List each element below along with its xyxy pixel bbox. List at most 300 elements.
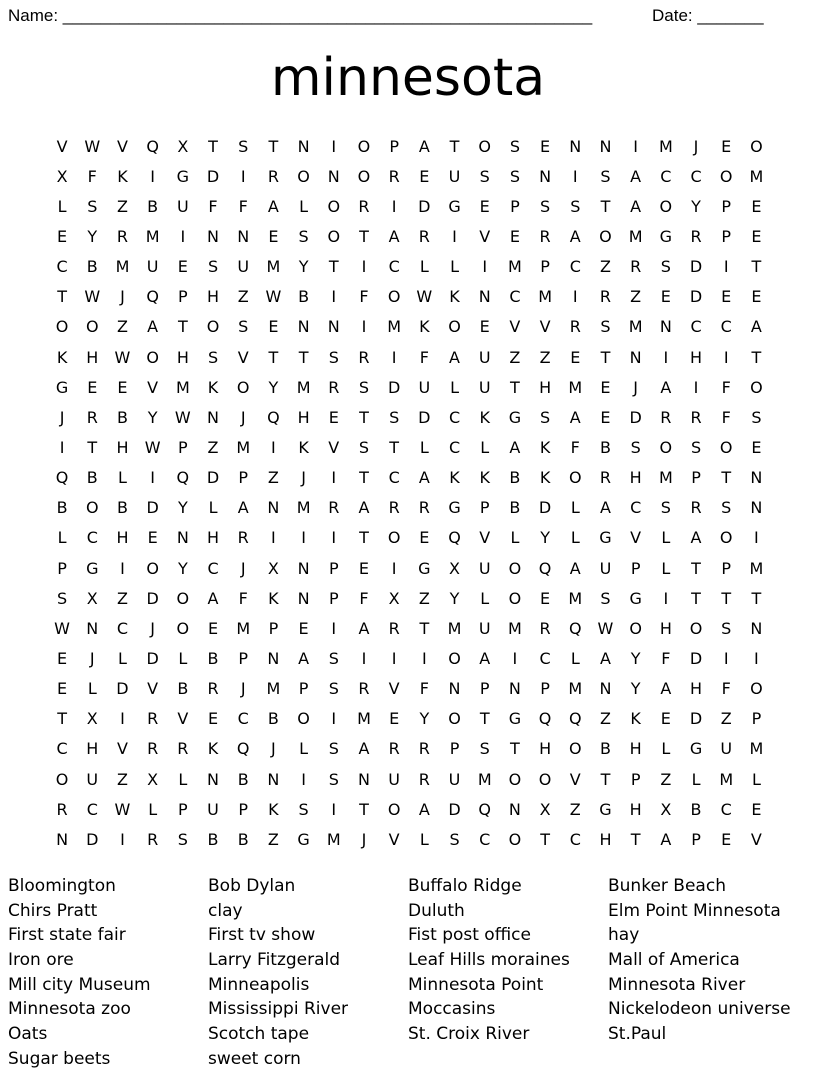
grid-letter: S xyxy=(87,196,98,216)
grid-letter: M xyxy=(477,769,492,789)
grid-letter: K xyxy=(479,407,490,427)
grid-letter: S xyxy=(207,347,219,367)
grid-letter: E xyxy=(177,257,188,277)
grid-letter: V xyxy=(56,136,68,156)
grid-letter: V xyxy=(147,679,159,699)
grid-letter: C xyxy=(690,317,702,337)
grid-letter: I xyxy=(180,226,186,246)
grid-letter: N xyxy=(267,498,280,518)
grid-letter: N xyxy=(750,468,763,488)
grid-letter: S xyxy=(509,166,520,186)
grid-letter: O xyxy=(55,317,69,337)
grid-letter: B xyxy=(690,799,702,819)
grid-letter: L xyxy=(480,437,490,457)
grid-letter: P xyxy=(238,468,249,488)
grid-letter: S xyxy=(298,226,309,246)
word-list-item: Nickelodeon universe xyxy=(608,999,791,1020)
grid-letter: W xyxy=(416,287,433,307)
grid-letter: S xyxy=(540,196,551,216)
grid-letter: P xyxy=(691,468,701,488)
grid-letter: Z xyxy=(539,347,551,367)
grid-letter: T xyxy=(359,407,369,427)
grid-letter: O xyxy=(357,166,371,186)
grid-letter: D xyxy=(448,799,461,819)
grid-letter: N xyxy=(508,679,521,699)
grid-letter: H xyxy=(539,377,552,397)
grid-letter: Z xyxy=(418,588,430,608)
grid-letter: Q xyxy=(568,709,582,729)
grid-letter: Y xyxy=(691,196,701,216)
grid-letter: N xyxy=(599,679,612,699)
word-list-item: First state fair xyxy=(8,925,126,946)
grid-letter: R xyxy=(267,166,279,186)
grid-letter: K xyxy=(268,799,279,819)
grid-letter: J xyxy=(240,679,246,699)
grid-letter: J xyxy=(301,468,306,488)
grid-letter: O xyxy=(236,377,250,397)
grid-letter: V xyxy=(237,347,249,367)
grid-letter: L xyxy=(570,648,580,668)
grid-letter: S xyxy=(721,618,732,638)
grid-letter: S xyxy=(600,317,611,337)
grid-letter: C xyxy=(539,648,551,668)
grid-letter: G xyxy=(297,829,310,849)
grid-letter: H xyxy=(659,618,672,638)
grid-letter: B xyxy=(86,257,98,277)
grid-letter: T xyxy=(721,588,732,608)
grid-letter: T xyxy=(600,196,611,216)
grid-letter: Y xyxy=(630,679,641,699)
grid-letter: I xyxy=(723,347,729,367)
grid-letter: Q xyxy=(448,528,461,548)
grid-letter: R xyxy=(147,709,159,729)
grid-letter: Q xyxy=(538,709,552,729)
grid-letter: O xyxy=(689,618,703,638)
grid-letter: S xyxy=(57,588,68,608)
grid-letter: D xyxy=(418,196,431,216)
grid-letter: W xyxy=(114,347,131,367)
grid-letter: S xyxy=(690,437,702,457)
grid-letter: A xyxy=(750,317,762,337)
grid-letter: A xyxy=(267,196,279,216)
grid-letter: R xyxy=(418,226,430,246)
grid-letter: E xyxy=(389,709,400,729)
grid-letter: Y xyxy=(177,558,188,578)
grid-letter: E xyxy=(268,226,279,246)
grid-letter: I xyxy=(361,317,367,337)
grid-letter: C xyxy=(569,829,581,849)
grid-letter: W xyxy=(144,437,161,457)
grid-letter: M xyxy=(508,257,522,277)
grid-letter: C xyxy=(720,317,732,337)
grid-letter: P xyxy=(691,829,701,849)
grid-letter: E xyxy=(87,377,98,397)
grid-letter: K xyxy=(539,437,551,457)
grid-letter: P xyxy=(389,136,399,156)
grid-letter: F xyxy=(721,377,731,397)
grid-letter: S xyxy=(600,166,611,186)
grid-letter: S xyxy=(328,769,339,789)
grid-letter: B xyxy=(237,769,249,789)
word-list-item: Duluth xyxy=(408,900,465,921)
grid-letter: I xyxy=(120,709,125,729)
grid-letter: N xyxy=(659,317,672,337)
grid-letter: K xyxy=(298,437,309,457)
grid-letter: C xyxy=(509,287,521,307)
grid-letter: O xyxy=(448,709,461,729)
grid-letter: Z xyxy=(720,709,732,729)
grid-letter: S xyxy=(328,648,339,668)
grid-letter: E xyxy=(268,317,279,337)
grid-letter: I xyxy=(271,528,276,548)
grid-letter: F xyxy=(359,588,369,608)
word-list-item: Minnesota zoo xyxy=(8,999,131,1020)
word-list-item: Minnesota Point xyxy=(408,974,544,995)
grid-letter: B xyxy=(237,829,249,849)
grid-letter: G xyxy=(689,739,703,759)
word-list-item: First tv show xyxy=(208,925,316,946)
grid-letter: S xyxy=(207,257,219,277)
grid-letter: D xyxy=(146,498,159,518)
grid-letter: M xyxy=(236,618,251,638)
grid-letter: M xyxy=(236,437,251,457)
grid-letter: T xyxy=(540,829,550,849)
grid-letter: G xyxy=(599,528,612,548)
grid-letter: S xyxy=(238,317,249,337)
grid-letter: Q xyxy=(55,468,69,488)
grid-letter: T xyxy=(600,769,611,789)
grid-letter: P xyxy=(268,618,279,638)
grid-letter: O xyxy=(629,618,642,638)
word-list-item: hay xyxy=(608,925,640,946)
grid-letter: A xyxy=(388,226,400,246)
grid-letter: C xyxy=(86,528,98,548)
grid-letter: P xyxy=(328,588,339,608)
grid-letter: M xyxy=(749,558,764,578)
grid-letter: C xyxy=(237,709,249,729)
grid-letter: P xyxy=(721,196,732,216)
grid-letter: K xyxy=(449,287,460,307)
grid-letter: E xyxy=(600,407,611,427)
grid-letter: K xyxy=(268,588,279,608)
grid-letter: I xyxy=(59,437,65,457)
grid-letter: L xyxy=(480,588,490,608)
grid-letter: R xyxy=(86,407,98,427)
grid-letter: W xyxy=(597,618,614,638)
grid-letter: M xyxy=(296,498,311,518)
grid-letter: O xyxy=(750,377,763,397)
grid-letter: T xyxy=(177,317,188,337)
grid-letter: E xyxy=(751,437,762,457)
grid-letter: A xyxy=(630,196,642,216)
grid-letter: N xyxy=(176,528,189,548)
grid-letter: O xyxy=(508,769,522,789)
grid-letter: B xyxy=(267,709,279,729)
grid-letter: V xyxy=(116,136,128,156)
grid-letter: O xyxy=(146,347,159,367)
grid-letter: N xyxy=(297,558,310,578)
grid-letter: I xyxy=(150,468,156,488)
grid-letter: O xyxy=(448,648,461,668)
grid-letter: O xyxy=(357,136,371,156)
grid-letter: S xyxy=(449,829,460,849)
grid-letter: L xyxy=(661,528,671,548)
grid-letter: A xyxy=(358,618,370,638)
grid-letter: C xyxy=(720,799,732,819)
grid-letter: I xyxy=(572,166,578,186)
grid-letter: J xyxy=(120,287,125,307)
grid-letter: L xyxy=(419,437,429,457)
grid-letter: Z xyxy=(267,829,279,849)
grid-letter: M xyxy=(719,769,734,789)
grid-letter: O xyxy=(327,196,341,216)
grid-letter: N xyxy=(478,287,491,307)
grid-letter: Y xyxy=(268,377,279,397)
grid-letter: T xyxy=(389,437,400,457)
grid-letter: F xyxy=(721,679,731,699)
grid-letter: C xyxy=(86,799,98,819)
grid-letter: U xyxy=(478,377,491,397)
grid-letter: X xyxy=(56,166,68,186)
grid-letter: N xyxy=(237,226,250,246)
grid-letter: R xyxy=(388,618,400,638)
grid-letter: L xyxy=(178,648,188,668)
grid-letter: T xyxy=(479,709,490,729)
grid-letter: V xyxy=(509,317,521,337)
grid-letter: O xyxy=(508,558,522,578)
grid-letter: R xyxy=(539,618,551,638)
grid-letter: E xyxy=(751,287,762,307)
grid-letter: R xyxy=(207,679,219,699)
grid-letter: P xyxy=(751,709,762,729)
grid-letter: F xyxy=(721,407,731,427)
grid-letter: L xyxy=(57,528,67,548)
grid-letter: P xyxy=(298,679,309,699)
word-list-item: Larry Fitzgerald xyxy=(208,950,341,971)
grid-letter: P xyxy=(721,226,732,246)
grid-letter: I xyxy=(391,196,397,216)
grid-letter: Y xyxy=(298,257,309,277)
grid-letter: L xyxy=(691,769,701,789)
word-list-item: Bob Dylan xyxy=(208,876,296,896)
grid-letter: Z xyxy=(569,799,581,819)
grid-letter: N xyxy=(327,166,340,186)
grid-letter: I xyxy=(331,799,337,819)
grid-letter: Y xyxy=(177,498,188,518)
grid-letter: D xyxy=(689,287,703,307)
grid-letter: P xyxy=(178,287,188,307)
grid-letter: A xyxy=(418,799,430,819)
grid-letter: T xyxy=(268,136,279,156)
grid-letter: O xyxy=(478,136,492,156)
grid-letter: J xyxy=(59,407,65,427)
grid-letter: R xyxy=(388,498,400,518)
grid-letter: E xyxy=(479,196,490,216)
grid-letter: I xyxy=(120,558,125,578)
grid-letter: Y xyxy=(147,407,158,427)
word-list xyxy=(8,874,808,1072)
grid-letter: E xyxy=(57,679,68,699)
grid-letter: A xyxy=(660,679,672,699)
grid-letter: U xyxy=(478,558,491,578)
grid-letter: A xyxy=(660,377,672,397)
grid-letter: F xyxy=(419,679,429,699)
grid-letter: M xyxy=(326,829,341,849)
grid-letter: I xyxy=(663,588,669,608)
grid-letter: C xyxy=(630,498,642,518)
grid-letter: T xyxy=(359,226,369,246)
grid-letter: G xyxy=(659,226,673,246)
grid-letter: T xyxy=(449,136,460,156)
grid-letter: U xyxy=(176,196,189,216)
grid-letter: G xyxy=(599,799,612,819)
grid-letter: L xyxy=(118,648,127,668)
grid-letter: L xyxy=(510,528,520,548)
grid-letter: H xyxy=(599,829,612,849)
grid-letter: J xyxy=(633,377,639,397)
grid-letter: K xyxy=(539,468,551,488)
grid-letter: M xyxy=(749,739,764,759)
name-field-label: Name: ________________________________________________________ xyxy=(8,6,593,25)
grid-letter: T xyxy=(298,347,309,367)
grid-letter: M xyxy=(115,257,130,277)
grid-letter: N xyxy=(297,588,310,608)
grid-letter: D xyxy=(538,498,552,518)
grid-letter: T xyxy=(691,558,701,578)
grid-letter: C xyxy=(388,468,400,488)
grid-letter: Q xyxy=(236,739,250,759)
grid-letter: S xyxy=(479,166,490,186)
grid-letter: T xyxy=(721,468,732,488)
grid-letter: D xyxy=(146,648,159,668)
grid-letter: O xyxy=(146,558,159,578)
grid-letter: E xyxy=(540,136,551,156)
grid-letter: V xyxy=(116,739,128,759)
word-list-item: Bunker Beach xyxy=(608,876,726,896)
grid-letter: S xyxy=(509,136,520,156)
grid-letter: M xyxy=(749,166,764,186)
grid-letter: D xyxy=(689,648,703,668)
grid-letter: T xyxy=(328,257,339,277)
grid-letter: J xyxy=(240,407,246,427)
grid-letter: E xyxy=(147,528,158,548)
letter-grid xyxy=(47,131,772,854)
grid-letter: T xyxy=(600,347,611,367)
grid-letter: R xyxy=(388,739,400,759)
grid-letter: F xyxy=(359,287,369,307)
grid-letter: U xyxy=(418,377,431,397)
grid-letter: N xyxy=(629,347,642,367)
grid-letter: I xyxy=(361,648,367,668)
grid-letter: D xyxy=(387,377,401,397)
grid-letter: E xyxy=(57,226,68,246)
grid-letter: K xyxy=(207,377,219,397)
word-list-item: St.Paul xyxy=(608,1024,667,1045)
grid-letter: N xyxy=(297,136,310,156)
grid-letter: M xyxy=(266,679,281,699)
grid-letter: B xyxy=(116,407,128,427)
word-list-item: Minneapolis xyxy=(208,974,310,995)
grid-letter: E xyxy=(419,528,430,548)
grid-letter: P xyxy=(630,769,641,789)
grid-letter: H xyxy=(116,528,129,548)
grid-letter: C xyxy=(448,437,461,457)
grid-letter: F xyxy=(570,437,580,457)
grid-letter: L xyxy=(299,196,309,216)
grid-letter: W xyxy=(84,287,101,307)
grid-letter: D xyxy=(689,709,703,729)
grid-letter: Y xyxy=(419,709,430,729)
grid-letter: D xyxy=(206,166,220,186)
grid-letter: O xyxy=(659,196,673,216)
grid-letter: Q xyxy=(538,558,552,578)
grid-letter: T xyxy=(630,829,641,849)
grid-letter: J xyxy=(271,739,276,759)
grid-letter: C xyxy=(479,829,491,849)
grid-letter: O xyxy=(568,739,582,759)
grid-letter: O xyxy=(55,769,69,789)
grid-letter: U xyxy=(388,769,401,789)
grid-letter: M xyxy=(357,709,371,729)
grid-letter: V xyxy=(479,528,491,548)
grid-letter: O xyxy=(659,437,673,457)
grid-letter: L xyxy=(57,196,67,216)
grid-letter: A xyxy=(418,468,430,488)
grid-letter: I xyxy=(301,528,306,548)
grid-letter: O xyxy=(568,468,582,488)
grid-letter: B xyxy=(509,498,521,518)
grid-letter: I xyxy=(271,437,276,457)
grid-letter: M xyxy=(538,287,552,307)
grid-letter: E xyxy=(721,136,732,156)
grid-letter: T xyxy=(751,588,762,608)
grid-letter: K xyxy=(449,468,460,488)
grid-letter: O xyxy=(750,679,763,699)
grid-letter: D xyxy=(146,588,159,608)
grid-letter: I xyxy=(391,648,397,668)
grid-letter: C xyxy=(207,558,219,578)
grid-letter: C xyxy=(690,166,702,186)
grid-letter: I xyxy=(240,166,246,186)
grid-letter: S xyxy=(660,498,671,518)
grid-letter: P xyxy=(630,558,641,578)
grid-letter: O xyxy=(85,498,99,518)
grid-letter: Q xyxy=(267,407,280,427)
grid-letter: B xyxy=(298,287,310,307)
grid-letter: A xyxy=(690,528,702,548)
grid-letter: A xyxy=(418,136,430,156)
grid-letter: G xyxy=(448,498,461,518)
grid-letter: I xyxy=(693,377,699,397)
grid-letter: S xyxy=(328,679,339,699)
word-list-item: Elm Point Minnesota xyxy=(608,900,781,921)
grid-letter: Z xyxy=(237,287,249,307)
grid-letter: S xyxy=(540,407,551,427)
grid-letter: H xyxy=(207,528,220,548)
grid-letter: E xyxy=(751,196,762,216)
grid-letter: Z xyxy=(599,709,611,729)
grid-letter: N xyxy=(448,679,461,699)
word-list-item: Bloomington xyxy=(8,876,116,896)
grid-letter: G xyxy=(55,377,69,397)
grid-letter: P xyxy=(540,257,550,277)
grid-letter: V xyxy=(388,679,400,699)
grid-letter: L xyxy=(148,799,158,819)
grid-letter: E xyxy=(600,377,611,397)
grid-letter: B xyxy=(599,739,611,759)
grid-letter: I xyxy=(754,528,759,548)
grid-letter: P xyxy=(178,437,188,457)
